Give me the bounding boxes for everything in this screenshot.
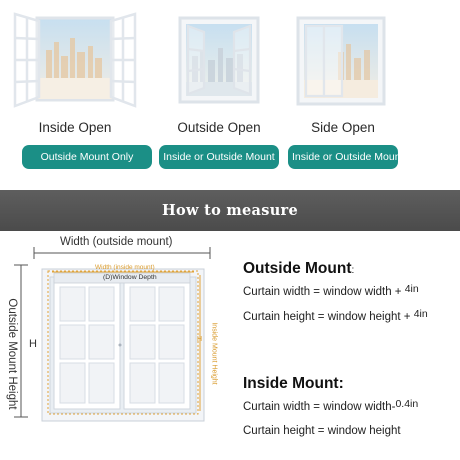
formula-value: 4in [404,283,419,295]
how-to-measure-banner: How to measure [0,190,460,231]
formula-text: Curtain width = window width- [243,401,396,413]
outside-mount-heading [243,260,354,278]
mount-badge: Outside Mount Only [22,145,152,169]
outside-height-formula [243,308,428,323]
outside-open-window-image [154,12,284,108]
window-type-name: Inside Open [38,120,112,135]
window-depth-label: (D)Window Depth [103,274,157,281]
inside-height-h-label: H [197,336,203,343]
window-type-name: Outside Open [177,120,261,135]
inside-open-window-image [10,12,140,108]
formula-text: Curtain width = window width + [243,286,405,298]
formula-text: Curtain height = window height + [243,311,414,323]
inside-width-label: Width (inside mount) [95,264,155,271]
inside-height-label: Inside Mount Height [210,322,218,385]
formula-value: 4in [413,308,428,320]
inside-width-formula [243,398,419,413]
outside-width-formula [243,283,419,298]
outside-width-label: Width (outside mount) [60,236,173,248]
outside-height-label: Outside Mount Height [6,298,18,410]
side-open-window-image [278,12,408,108]
mount-badge: Inside or Outside Mount [288,145,398,169]
inside-height-formula: Curtain height = window height [243,425,401,437]
mount-badge: Inside or Outside Mount [159,145,279,169]
formula-value: 0.4in [395,398,419,410]
inside-mount-heading: Inside Mount: [243,375,344,392]
outside-mount-suffix: : [351,265,355,276]
window-type-name: Side Open [311,120,375,135]
outside-height-h-label: H [29,338,37,350]
outside-mount-title: Outside Mount [243,260,352,277]
